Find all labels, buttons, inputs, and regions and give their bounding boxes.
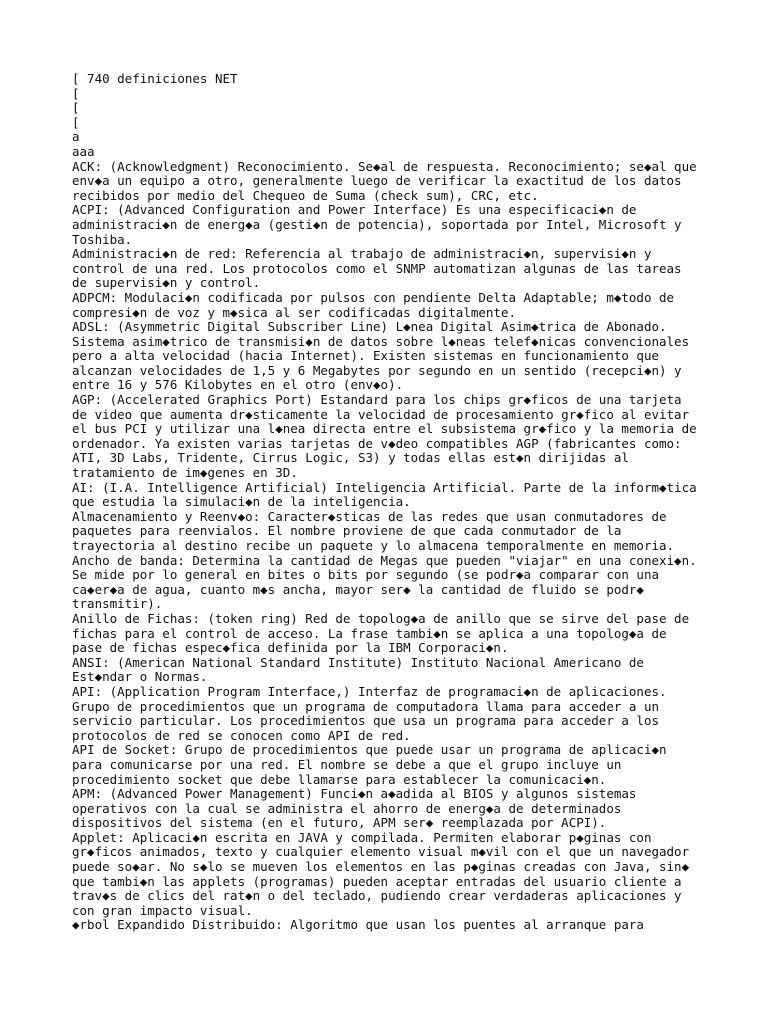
- document-line: Applet: Aplicaci◆n escrita en JAVA y compilada. Permiten elaborar p◆ginas con: [72, 829, 652, 845]
- document-line: con gran impacto visual.: [72, 902, 253, 918]
- document-line: procedimiento socket que debe llamarse para establecer la comunicaci◆n.: [72, 771, 607, 787]
- document-line: Grupo de procedimientos que un programa de computadora llama para acceder a un: [72, 698, 659, 714]
- document-line: ca◆er◆a de agua, cuanto m◆s ancha, mayor ser◆ la cantidad de fluido se podr◆: [72, 581, 644, 597]
- document-line: tratamiento de im◆genes en 3D.: [72, 465, 298, 481]
- document-line: aaa: [72, 143, 95, 159]
- document-line: ◆rbol Expandido Distribuido: Algoritmo que usan los puentes al arranque para: [72, 917, 644, 933]
- document-line: ANSI: (American National Standard Institute) Instituto Nacional Americano de: [72, 654, 644, 670]
- document-line: pero a alta velocidad (hacia Internet). Existen sistemas en funcionamiento que: [72, 348, 659, 364]
- document-page: [72, 72, 702, 933]
- document-line: paquetes para reenvialos. El nombre proviene de que cada conmutador de la: [72, 523, 622, 539]
- document-line: que estudia la simulaci◆n de la inteligencia.: [72, 494, 411, 510]
- document-line: Anillo de Fichas: (token ring) Red de topolog◆a de anillo que se sirve del pase de: [72, 610, 690, 626]
- document-line: protocolos de red se conocen como API de red.: [72, 727, 411, 743]
- document-line: Est◆ndar o Normas.: [72, 669, 208, 685]
- document-line: compresi◆n de voz y m◆sica al ser codificadas digitalmente.: [72, 304, 517, 320]
- document-line: ACPI: (Advanced Configuration and Power Interface) Es una especificaci◆n de: [72, 202, 637, 218]
- document-line: ADPCM: Modulaci◆n codificada por pulsos con pendiente Delta Adaptable; m◆todo de: [72, 289, 675, 305]
- document-line: puede so◆ar. No s◆lo se mueven los elementos en las p◆ginas creadas con Java, sin◆: [72, 859, 690, 875]
- document-line: [ 740 definiciones NET: [72, 71, 238, 86]
- document-line: Sistema asim◆trico de transmisi◆n de datos sobre l◆neas telef◆nicas convencionales: [72, 333, 690, 349]
- document-line: trayectoria al destino recibe un paquete y lo almacena temporalmente en memoria.: [72, 538, 675, 553]
- document-line: API: (Application Program Interface,) Interfaz de programaci◆n de aplicaciones.: [72, 683, 667, 699]
- document-line: [: [72, 114, 80, 130]
- document-line: de video que aumenta dr◆sticamente la velocidad de procesamiento gr◆fico al evitar: [72, 406, 690, 422]
- document-line: dispositivos del sistema (en el futuro, APM ser◆ reemplazada por ACPI).: [72, 815, 607, 831]
- document-line: ordenador. Ya existen varias tarjetas de v◆deo compatibles AGP (fabricantes como:: [72, 435, 682, 451]
- document-line: [: [72, 100, 80, 116]
- document-line: [: [72, 85, 80, 101]
- document-line: a: [72, 129, 80, 145]
- document-line: trav◆s de clics del rat◆n o del teclado, pudiendo crear verdaderas aplicaciones y: [72, 888, 682, 904]
- document-line: el bus PCI y utilizar una l◆nea directa entre el subsistema gr◆fico y la memoria de: [72, 421, 697, 437]
- document-line: recibidos por medio del Chequeo de Suma (check sum), CRC, etc.: [72, 187, 539, 203]
- document-line: ADSL: (Asymmetric Digital Subscriber Line) L◆nea Digital Asim◆trica de Abonado.: [72, 319, 667, 335]
- document-line: que tambi◆n las applets (programas) pueden aceptar entradas del usuario cliente a: [72, 873, 682, 889]
- document-line: ATI, 3D Labs, Tridente, Cirrus Logic, S3) y todas ellas est◆n dirijidas al: [72, 450, 629, 466]
- document-line: entre 16 y 576 Kilobytes en el otro (env◆o).: [72, 377, 404, 393]
- document-line: fichas para el control de acceso. La frase tambi◆n se aplica a una topolog◆a de: [72, 625, 667, 641]
- document-line: AI: (I.A. Intelligence Artificial) Inteligencia Artificial. Parte de la inform◆tica: [72, 479, 697, 495]
- document-line: gr◆ficos animados, texto y cualquier elemento visual m◆vil con el que un navegador: [72, 844, 690, 860]
- document-line: transmitir).: [72, 596, 163, 612]
- document-line: Toshiba.: [72, 231, 133, 247]
- document-line: Se mide por lo general en bites o bits por segundo (se podr◆a comparar con una: [72, 567, 659, 583]
- document-line: Ancho de banda: Determina la cantidad de Megas que pueden "viajar" en una conexi◆n.: [72, 552, 697, 568]
- document-line: ACK: (Acknowledgment) Reconocimiento. Se◆al de respuesta. Reconocimiento; se◆al que: [72, 158, 697, 174]
- document-line: AGP: (Accelerated Graphics Port) Estandard para los chips gr◆ficos de una tarjeta: [72, 392, 682, 408]
- document-line: alcanzan velocidades de 1,5 y 6 Megabytes por segundo en un sentido (recepci◆n) y: [72, 362, 682, 378]
- document-line: operativos con la cual se administra el ahorro de energ◆a de determinados: [72, 800, 622, 816]
- document-line: servicio particular. Los procedimientos que usa un programa para acceder a los: [72, 713, 659, 729]
- document-line: Almacenamiento y Reenv◆o: Caracter◆sticas de las redes que usan conmutadores de: [72, 508, 667, 524]
- document-line: administraci◆n de energ◆a (gesti◆n de potencia), soportada por Intel, Microsoft y: [72, 216, 682, 232]
- document-line: de supervisi◆n y control.: [72, 275, 261, 291]
- document-line: control de una red. Los protocolos como el SNMP automatizan algunas de las tareas: [72, 260, 682, 276]
- document-line: API de Socket: Grupo de procedimientos que puede usar un programa de aplicaci◆n: [72, 742, 667, 758]
- document-line: pase de fichas espec◆fica definida por la IBM Corporaci◆n.: [72, 640, 509, 656]
- document-line: APM: (Advanced Power Management) Funci◆n a◆adida al BIOS y algunos sistemas: [72, 786, 637, 802]
- document-line: env◆a un equipo a otro, generalmente luego de verificar la exactitud de los datos: [72, 173, 682, 189]
- document-line: para comunicarse por una red. El nombre se debe a que el grupo incluye un: [72, 756, 622, 772]
- document-line: Administraci◆n de red: Referencia al trabajo de administraci◆n, supervisi◆n y: [72, 246, 652, 262]
